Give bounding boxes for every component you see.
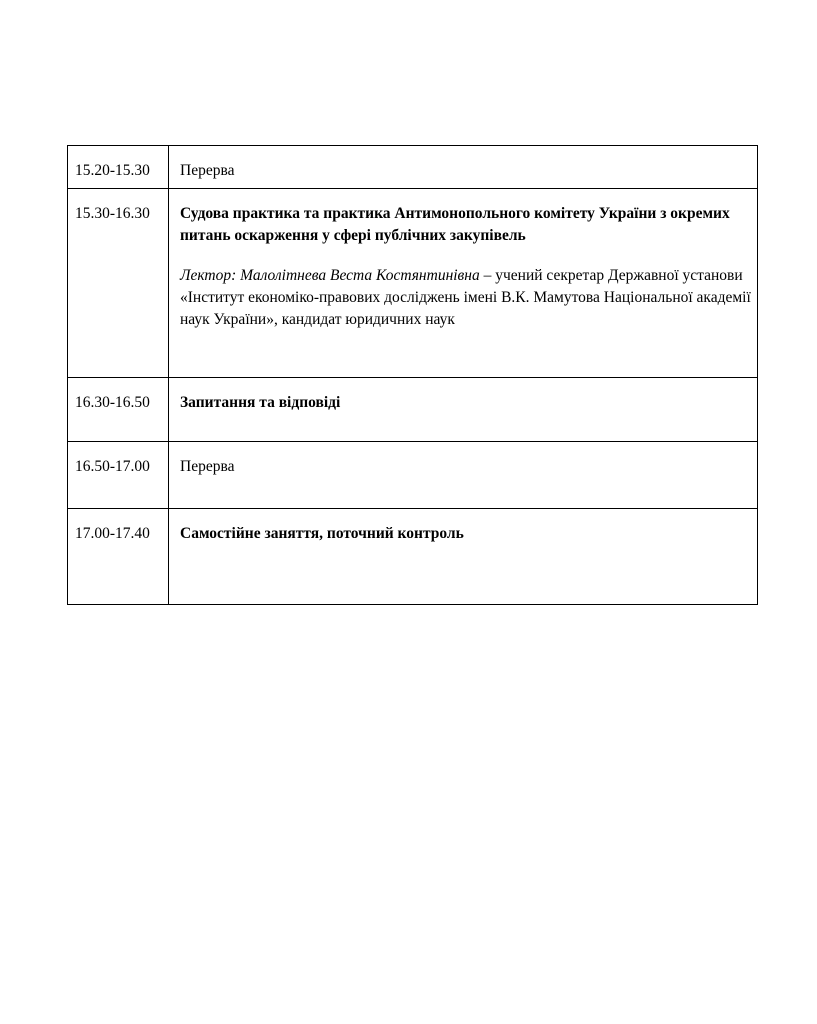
lecturer-name: Лектор: Малолітнева Веста Костянтинівна	[180, 267, 480, 284]
topic-cell: Самостійне заняття, поточний контроль	[169, 509, 758, 605]
topic-cell: Запитання та відповіді	[169, 378, 758, 442]
table-row	[68, 509, 758, 605]
topic-cell: Перерва	[169, 146, 758, 189]
topic-cell: Перерва	[169, 442, 758, 509]
table-row	[68, 378, 758, 442]
time-cell: 16.30-16.50	[68, 378, 169, 442]
time-cell: 16.50-17.00	[68, 442, 169, 509]
time-cell: 17.00-17.40	[68, 509, 169, 605]
time-cell: 15.20-15.30	[68, 146, 169, 189]
time-cell: 15.30-16.30	[68, 189, 169, 378]
table-row	[68, 189, 758, 378]
lecturer-info	[180, 265, 753, 331]
session-title: Судова практика та практика Антимонопольного комітету України з окремих питань оскарження у сфері публічних закупівель	[180, 205, 730, 244]
table-row	[68, 442, 758, 509]
topic-cell	[169, 189, 758, 378]
schedule-table	[67, 145, 758, 605]
lecturer-description: – учений секретар Державної установи «Інститут економіко-правових досліджень імені В.К. Мамутова Національної академії наук України», кандидат юридичних наук	[180, 267, 751, 328]
table-row	[68, 146, 758, 189]
